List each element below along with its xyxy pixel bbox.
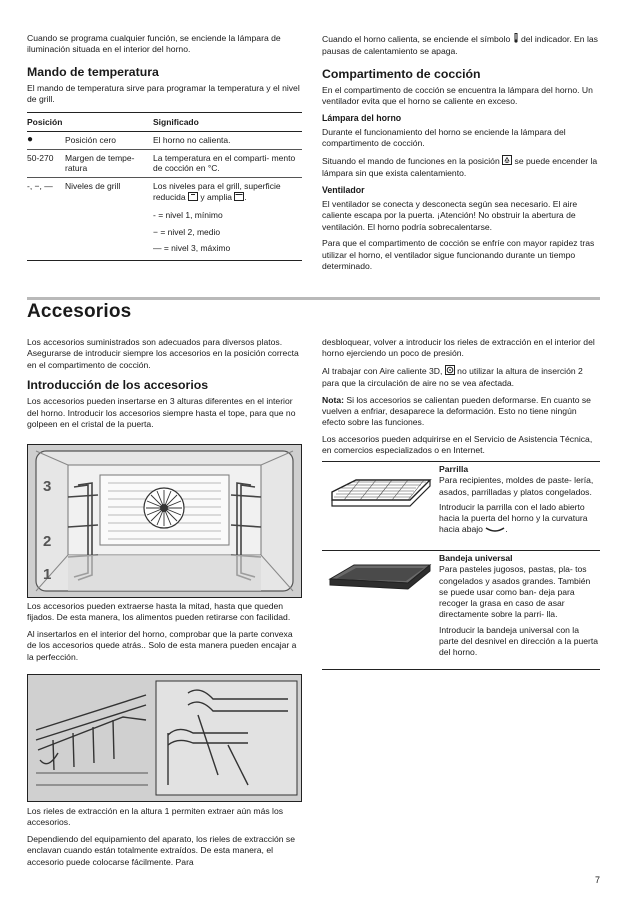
tray-desc: Para pasteles jugosos, pastas, pla- tos congelados y asados grandes. También se puede usar como ban- deja para recoger la grasa en caso de asar directamente sobre la parri- lla. [439, 564, 591, 620]
lamp-icon [502, 155, 512, 168]
table-header-row [27, 112, 302, 132]
rack-text [439, 464, 599, 541]
thermometer-icon [513, 33, 519, 46]
header-position: Posición [27, 112, 153, 132]
section-title: Accesorios [27, 301, 132, 322]
lamp-text-2 [322, 155, 600, 180]
grill-level-2: − = nivel 2, medio [153, 226, 221, 237]
heat-text-a: Cuando el horno calienta, se enciende el símbolo [322, 34, 511, 44]
insertion-heading: Introducción de los accesorios [27, 378, 209, 393]
rack-hint: Introducir la parrilla con el lado abierto hacia la puerta del horno y la curvatura hacia abajo . [439, 502, 599, 537]
row-position: -, −, — [27, 178, 65, 261]
row-name: Niveles de grill [65, 178, 153, 261]
left-bottom-text-3 [27, 806, 302, 873]
section-divider [27, 297, 600, 300]
table-row [27, 132, 302, 150]
temperature-heading: Mando de temperatura [27, 64, 159, 79]
oven-illustration [28, 445, 301, 597]
table-row [27, 178, 302, 261]
level-3-label: 3 [43, 478, 52, 495]
tray-title: Bandeja universal [439, 553, 513, 563]
curvature-icon [485, 525, 505, 536]
table-row [27, 149, 302, 177]
fan-heading: Ventilador [322, 184, 365, 195]
unlock-text: desbloquear, volver a introducir los rieles de extracción en el interior del horno ejerciendo un poco de presión. [322, 337, 595, 359]
grill-level-1: - = nivel 1, mínimo [153, 210, 223, 221]
small-grill-icon [188, 192, 198, 204]
extraction-text: Los accesorios pueden extraerse hasta la mitad, hasta que queden fijados. De esta manera, los alimentos pueden retirarse con facilidad. [27, 601, 291, 623]
rails-lock-text: Dependiendo del equipamiento del aparato, los rieles de extracción se enclavan cuando están totalmente extraídos. De esta manera, el accesorio puede colocarse fácilmente. Para [27, 833, 296, 867]
wire-rack-image [326, 476, 434, 512]
row-position: 50-270 [27, 149, 65, 177]
lamp-text-2a: Situando el mando de funciones en la posición [322, 155, 500, 166]
heat-text-b: del indicador. En las pausas de calentamiento se apaga. [322, 34, 598, 57]
grill-level-3: — = nivel 3, máximo [153, 243, 231, 254]
fan-text-2: Para que el compartimento de cocción se enfríe con mayor rapidez tras utilizar el horno, el ventilador sigue funcionando durante un tiempo determinado. [322, 238, 595, 272]
hot-air-text-b: no utilizar la altura de inserción 2 para que la circulación de aire no se vea afectada. [322, 365, 583, 389]
purchase-text: Los accesorios pueden adquirirse en el Servicio de Asistencia Técnica, en comercios especializados o en Internet. [322, 433, 593, 456]
intro-paragraph: Cuando se programa cualquier función, se enciende la lámpara de iluminación situada en el interior del horno. [27, 33, 281, 55]
rack-hint-text: Introducir la parrilla con el lado abierto hacia la puerta del horno y la curvatura hacia abajo [439, 501, 588, 535]
temperature-table [27, 112, 302, 261]
row-meaning: La temperatura en el comparti- mento de cocción en °C. [153, 149, 302, 177]
left-bottom-text-2 [27, 601, 302, 668]
hot-air-3d-icon [445, 365, 455, 378]
accessories-table [322, 461, 600, 670]
left-top-column [27, 33, 302, 261]
lamp-text-1: Durante el funcionamiento del horno se enciende la lámpara del compartimento de cocción. [322, 127, 566, 149]
hot-air-text-a: Al trabajar con Aire caliente 3D, [322, 365, 443, 376]
temperature-text: El mando de temperatura sirve para programar la temperatura y el nivel de grill. [27, 82, 300, 105]
rack-title: Parrilla [439, 464, 469, 474]
left-bottom-column [27, 337, 302, 435]
oven-interior-figure [27, 444, 302, 598]
note-text: Si los accesorios se calientan pueden deformarse. En cuanto se vuelven a enfriar, desaparece la deformación. Esto no tiene ningún efecto sobre las funciones. [322, 394, 591, 428]
wide-grill-icon [234, 192, 244, 204]
heat-symbol-paragraph [322, 33, 600, 58]
accessory-row-tray [322, 551, 600, 670]
insertion-text: Los accesorios pueden insertarse en 3 alturas diferentes en el interior del horno. Introducir los accesorios siempre hasta el tope, para que no golpeen en el cristal de la puerta. [27, 396, 296, 430]
compartment-heading: Compartimento de cocción [322, 66, 481, 81]
hot-air-text [322, 365, 600, 390]
fan-text-1: El ventilador se conecta y desconecta según sea necesario. El aire caliente escapa por la puerta. ¡Atención! No obstruir la abertura de ventilación. El horno podría sobrecalentarse. [322, 199, 578, 232]
right-bottom-column [322, 337, 600, 462]
lamp-heading: Lámpara del horno [322, 112, 402, 123]
rails-figure [27, 674, 302, 802]
row-name: Posición cero [65, 132, 153, 150]
grill-text-a: Los niveles para el grill, superficie reducida [153, 181, 281, 202]
tray-text [439, 553, 599, 663]
note-paragraph [322, 395, 600, 429]
lamp-text-2b: se puede encender la lámpara sin que exista calentamiento. [322, 155, 598, 179]
right-top-column [322, 33, 600, 278]
rails-illustration [28, 675, 301, 801]
rails-height-text: Los rieles de extracción en la altura 1 permiten extraer aún más los accesorios. [27, 806, 284, 828]
tray-hint: Introducir la bandeja universal con la parte del desnivel en dirección a la puerta del horno. [439, 624, 599, 658]
header-meaning: Significado [153, 112, 302, 132]
note-label: Nota: [322, 394, 344, 405]
row-meaning: Los niveles para el grill, superficie reducida y amplia . - = nivel 1, mínimo − = nivel 2, medio — = nivel 3, máximo [153, 178, 302, 261]
level-1-label: 1 [43, 566, 52, 583]
page-number: 7 [594, 875, 600, 885]
compartment-text: En el compartimento de cocción se encuentra la lámpara del horno. Un ventilador evita que el horno se caliente en exceso. [322, 84, 593, 107]
rack-desc: Para recipientes, moldes de paste- lería, asados, parrilladas y platos congelados. [439, 475, 594, 497]
accessories-intro: Los accesorios suministrados son adecuados para diversos platos. Asegurarse de introducir siempre los accesorios en la posición correcta en el compartimento de cocción. [27, 337, 299, 370]
convex-text: Al insertarlos en el interior del horno, comprobar que la parte convexa de los accesorios quede atrás.. Solo de esta manera pueden encajar a la perfección. [27, 628, 297, 662]
accessory-row-rack [322, 462, 600, 551]
grill-text-b: y amplia [200, 191, 233, 202]
level-2-label: 2 [43, 533, 52, 550]
universal-tray-image [326, 561, 434, 601]
row-meaning: El horno no calienta. [153, 132, 302, 150]
position-zero-icon: ● [27, 132, 65, 150]
row-name: Margen de tempe- ratura [65, 149, 153, 177]
